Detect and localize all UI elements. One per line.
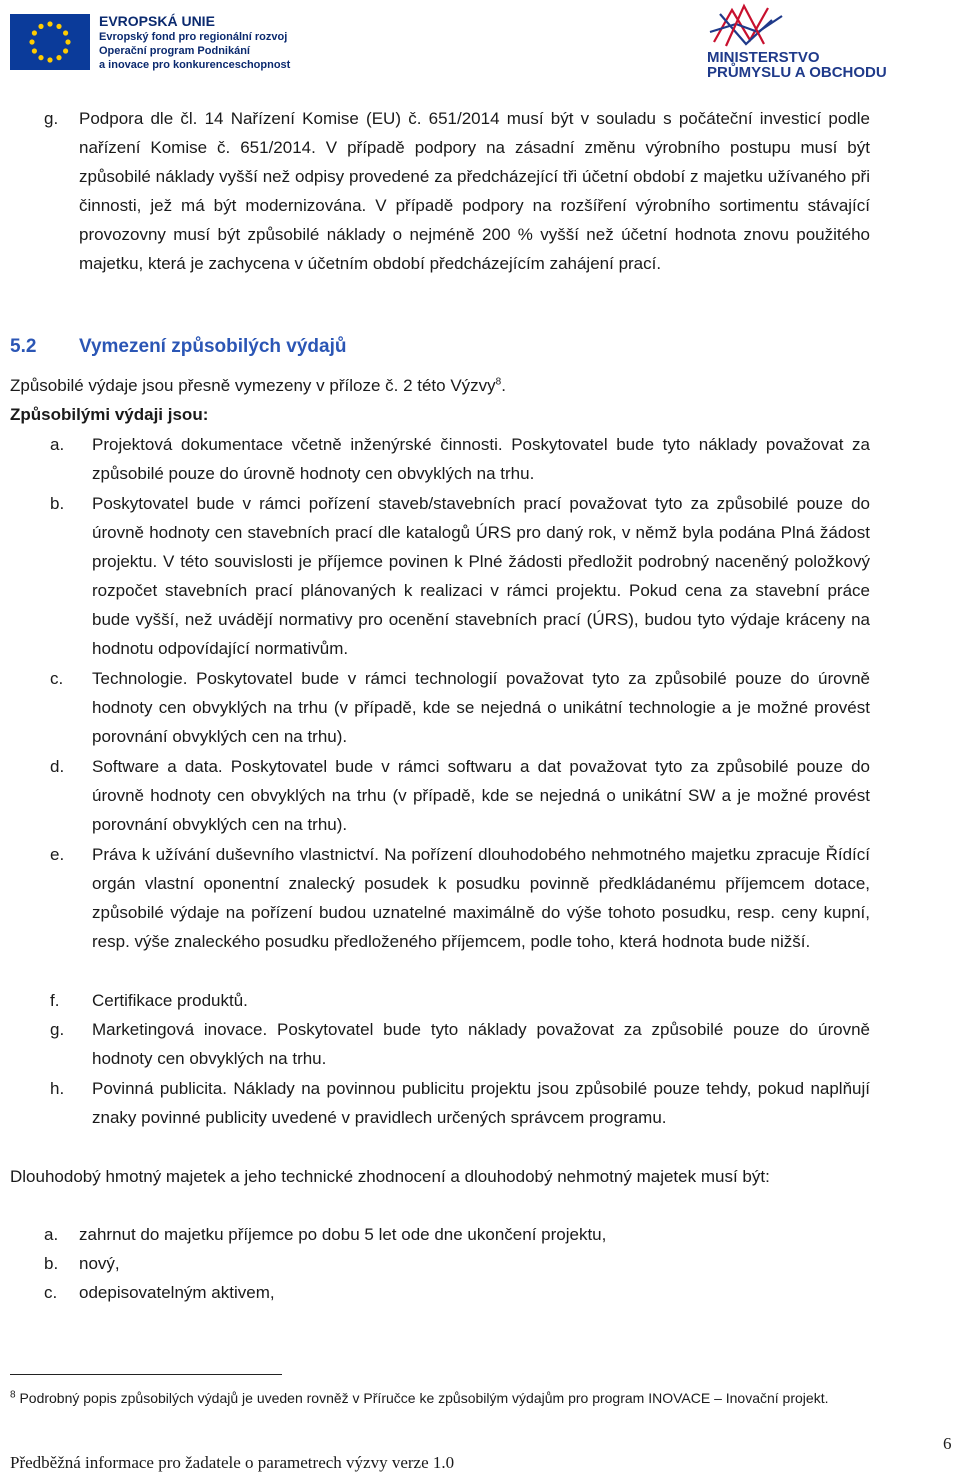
section-number: 5.2 [10,336,37,357]
eu-line-2: Operační program Podnikání [99,45,250,57]
list-marker: f. [50,991,60,1010]
page-number: 6 [943,1434,952,1453]
list-item-text: Povinná publicita. Náklady na povinnou publicitu projektu jsou způsobilé pouze tehdy, pokud naplňují znaky povinné publicity uvedené v pravidlech určených správcem programu. [92,1079,870,1127]
list-item-text: odepisovatelným aktivem, [79,1283,275,1302]
intro-end: . [501,376,506,395]
list-item-text: Technologie. Poskytovatel bude v rámci technologií považovat tyto za způsobilé pouze do úrovně hodnoty cen obvyklých na trhu (v případě, kde se nejedná o unikátní technologie a je možné provést porovnání obvyklých cen na trhu). [92,669,870,746]
footnote-ref: 8 [495,376,502,388]
list-item-text: Certifikace produktů. [92,991,248,1010]
list-marker: b. [50,494,65,513]
list-marker: g. [50,1020,65,1039]
list-marker: d. [50,757,65,776]
section-title: Vymezení způsobilých výdajů [79,336,347,357]
list-item-text: Práva k užívání duševního vlastnictví. Na pořízení dlouhodobého nehmotného majetku zpracuje Řídící orgán vlastní oponentní znalecký posudek k posudku povinně předkládanému příjemcem dotace, způsobilé výdaje na pořízení budou uznatelné maximálně do výše tohoto posudku, resp. ceny kupní, resp. výše znaleckého posudku předloženého příjemcem, podle toho, která hodnota bude nižší. [92,845,870,951]
list-item-text: Projektová dokumentace včetně inženýrské činnosti. Poskytovatel bude tyto náklady považovat za způsobilé pouze do úrovně hodnoty cen obvyklých na trhu. [92,435,870,483]
list-marker: h. [50,1079,65,1098]
eu-stars-icon [29,21,70,62]
mpo-line-2: PRŮMYSLU A OBCHODU [707,64,887,81]
eu-line-3: a inovace pro konkurenceschopnost [99,59,291,71]
eu-line-1: Evropský fond pro regionální rozvoj [99,31,288,43]
list-marker: g. [44,109,59,128]
eu-flag-logo [10,14,90,70]
list-item-text: nový, [79,1254,120,1273]
footnote-number: 8 [10,1389,16,1401]
list-marker: b. [44,1254,59,1273]
footnote [10,1387,870,1409]
eu-title: EVROPSKÁ UNIE [99,13,215,29]
footnote-divider [10,1374,282,1375]
mpo-emblem-icon [706,2,786,48]
section-intro [10,371,870,400]
footnote-text: Podrobný popis způsobilých výdajů je uveden rovněž v Příručce ke způsobilým výdajům pro program INOVACE – Inovační projekt. [15,1390,829,1406]
list-item-text: Podpora dle čl. 14 Nařízení Komise (EU) č. 651/2014 musí být v souladu s počáteční investicí podle nařízení Komise č. 651/2014. V případě podpory na zásadní změnu výrobního postupu musí být způsobilé náklady vyšší než odpisy provedené za předcházející tři účetní období z majetku užívaného při činnosti, jež má být modernizována. V případě podpory na rozšíření výrobního sortimentu stávající provozovny musí být způsobilé náklady o nejméně 200 % vyšší než účetní hodnota znovu použitého majetku, která je zachycena v účetním období předcházejícím zahájení prací. [79,109,870,273]
intro-text: Způsobilé výdaje jsou přesně vymezeny v příloze č. 2 této Výzvy [10,376,496,395]
subheading: Způsobilými výdaji jsou: [10,405,209,424]
list-item-text: zahrnut do majetku příjemce po dobu 5 let ode dne ukončení projektu, [79,1225,607,1244]
assets-intro: Dlouhodobý hmotný majetek a jeho technické zhodnocení a dlouhodobý nehmotný majetek musí být: [10,1167,770,1186]
list-marker: c. [44,1283,58,1302]
list-marker: e. [50,845,65,864]
list-marker: a. [44,1225,59,1244]
list-marker: a. [50,435,65,454]
list-item-text: Software a data. Poskytovatel bude v rámci softwaru a dat považovat tyto za způsobilé pouze do úrovně hodnoty cen obvyklých na trhu (v případě, kde se nejedná o unikátní SW a je možné provést porovnání obvyklých cen na trhu). [92,757,870,834]
list-item-text: Poskytovatel bude v rámci pořízení staveb/stavebních prací považovat tyto za způsobilé pouze do úrovně hodnoty cen stavebních prací dle katalogů ÚRS pro daný rok, v němž byla podána Plná žádost projektu. V této souvislosti je příjemce povinen k Plné žádosti předložit podrobný naceněný položkový rozpočet stavebních prací plánovaných k realizaci v rámci projektu. Pokud cena za stavební práce bude vyšší, než uvádějí normativy pro ocenění stavebních prací (ÚRS), budou tyto výdaje kráceny na hodnotu odpovídající normativům. [92,494,870,658]
mpo-line-1: MINISTERSTVO [707,49,820,66]
list-item-text: Marketingová inovace. Poskytovatel bude tyto náklady považovat za způsobilé pouze do úrovně hodnoty cen obvyklých na trhu. [92,1020,870,1068]
list-marker: c. [50,669,64,688]
page-footer: Předběžná informace pro žadatele o parametrech výzvy verze 1.0 [10,1453,455,1472]
